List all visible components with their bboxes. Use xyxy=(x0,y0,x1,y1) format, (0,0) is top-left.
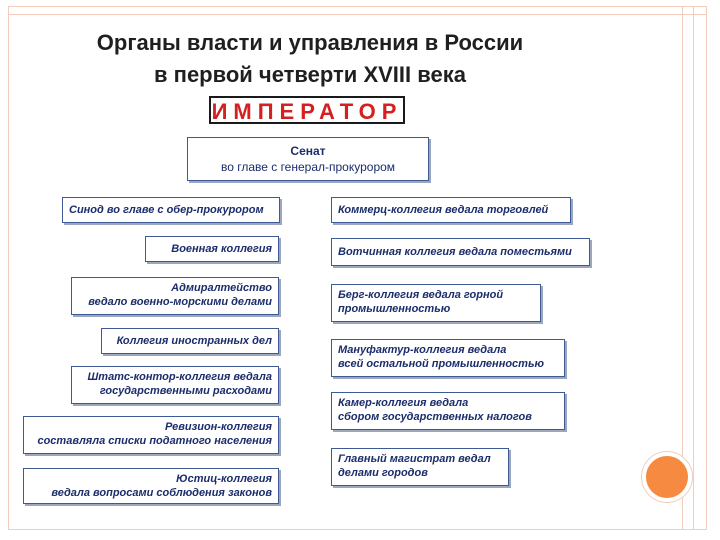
box-commerce xyxy=(331,197,571,223)
frame-top-band xyxy=(8,6,707,15)
box-magistrat-line1: Главный магистрат ведал xyxy=(338,453,491,465)
box-votchina xyxy=(331,238,590,266)
decorative-circle xyxy=(642,452,692,502)
box-kamer-line2: сбором государственных налогов xyxy=(338,411,532,423)
box-revizion-line2: составляла списки податного населения xyxy=(37,435,272,447)
box-commerce-line1: Коммерц-коллегия ведала торговлей xyxy=(338,204,549,216)
box-berg-line2: промышленностью xyxy=(338,303,451,315)
emperor-box: ИМПЕРАТОР xyxy=(209,96,405,124)
box-justice xyxy=(23,468,279,504)
box-admiralty-line2: ведало военно-морскими делами xyxy=(88,296,272,308)
box-magistrat xyxy=(331,448,509,486)
diagram-title-line2: в первой четверти XVIII века xyxy=(154,62,466,87)
senate-title: Сенат xyxy=(290,144,326,158)
frame-side-band xyxy=(682,6,694,530)
box-berg-line1: Берг-коллегия ведала горной xyxy=(338,289,504,301)
senate-subtitle: во главе с генерал-прокурором xyxy=(220,160,396,174)
box-manufaktur xyxy=(331,339,565,377)
box-shtats-line1: Штатс-контор-коллегия ведала xyxy=(87,371,272,383)
box-admiralty xyxy=(71,277,279,315)
box-revizion xyxy=(23,416,279,454)
box-berg xyxy=(331,284,541,322)
box-synod-line1: Синод во главе с обер-прокурором xyxy=(69,204,264,216)
box-military-collegium xyxy=(145,236,279,262)
box-foreign-affairs xyxy=(101,328,279,354)
box-justice-line2: ведала вопросами соблюдения законов xyxy=(51,487,272,499)
diagram-title-line1: Органы власти и управления в России xyxy=(96,30,524,55)
box-magistrat-line2: делами городов xyxy=(338,467,428,479)
box-synod xyxy=(62,197,280,223)
box-admiralty-line1: Адмиралтейство xyxy=(171,282,272,294)
box-manufaktur-line1: Мануфактур-коллегия ведала xyxy=(338,344,507,356)
box-shtats-kontor xyxy=(71,366,279,404)
box-shtats-line2: государственными расходами xyxy=(99,385,272,397)
box-justice-line1: Юстиц-коллегия xyxy=(176,473,272,485)
box-military-line1: Военная коллегия xyxy=(171,243,272,255)
box-revizion-line1: Ревизион-коллегия xyxy=(164,421,272,433)
box-manufaktur-line2: всей остальной промышленностью xyxy=(338,358,544,370)
box-foreign-line1: Коллегия иностранных дел xyxy=(116,335,272,347)
box-votchina-line1: Вотчинная коллегия ведала поместьями xyxy=(338,246,572,258)
box-kamer-line1: Камер-коллегия ведала xyxy=(338,397,469,409)
box-kamer xyxy=(331,392,565,430)
senate-box xyxy=(187,137,429,181)
